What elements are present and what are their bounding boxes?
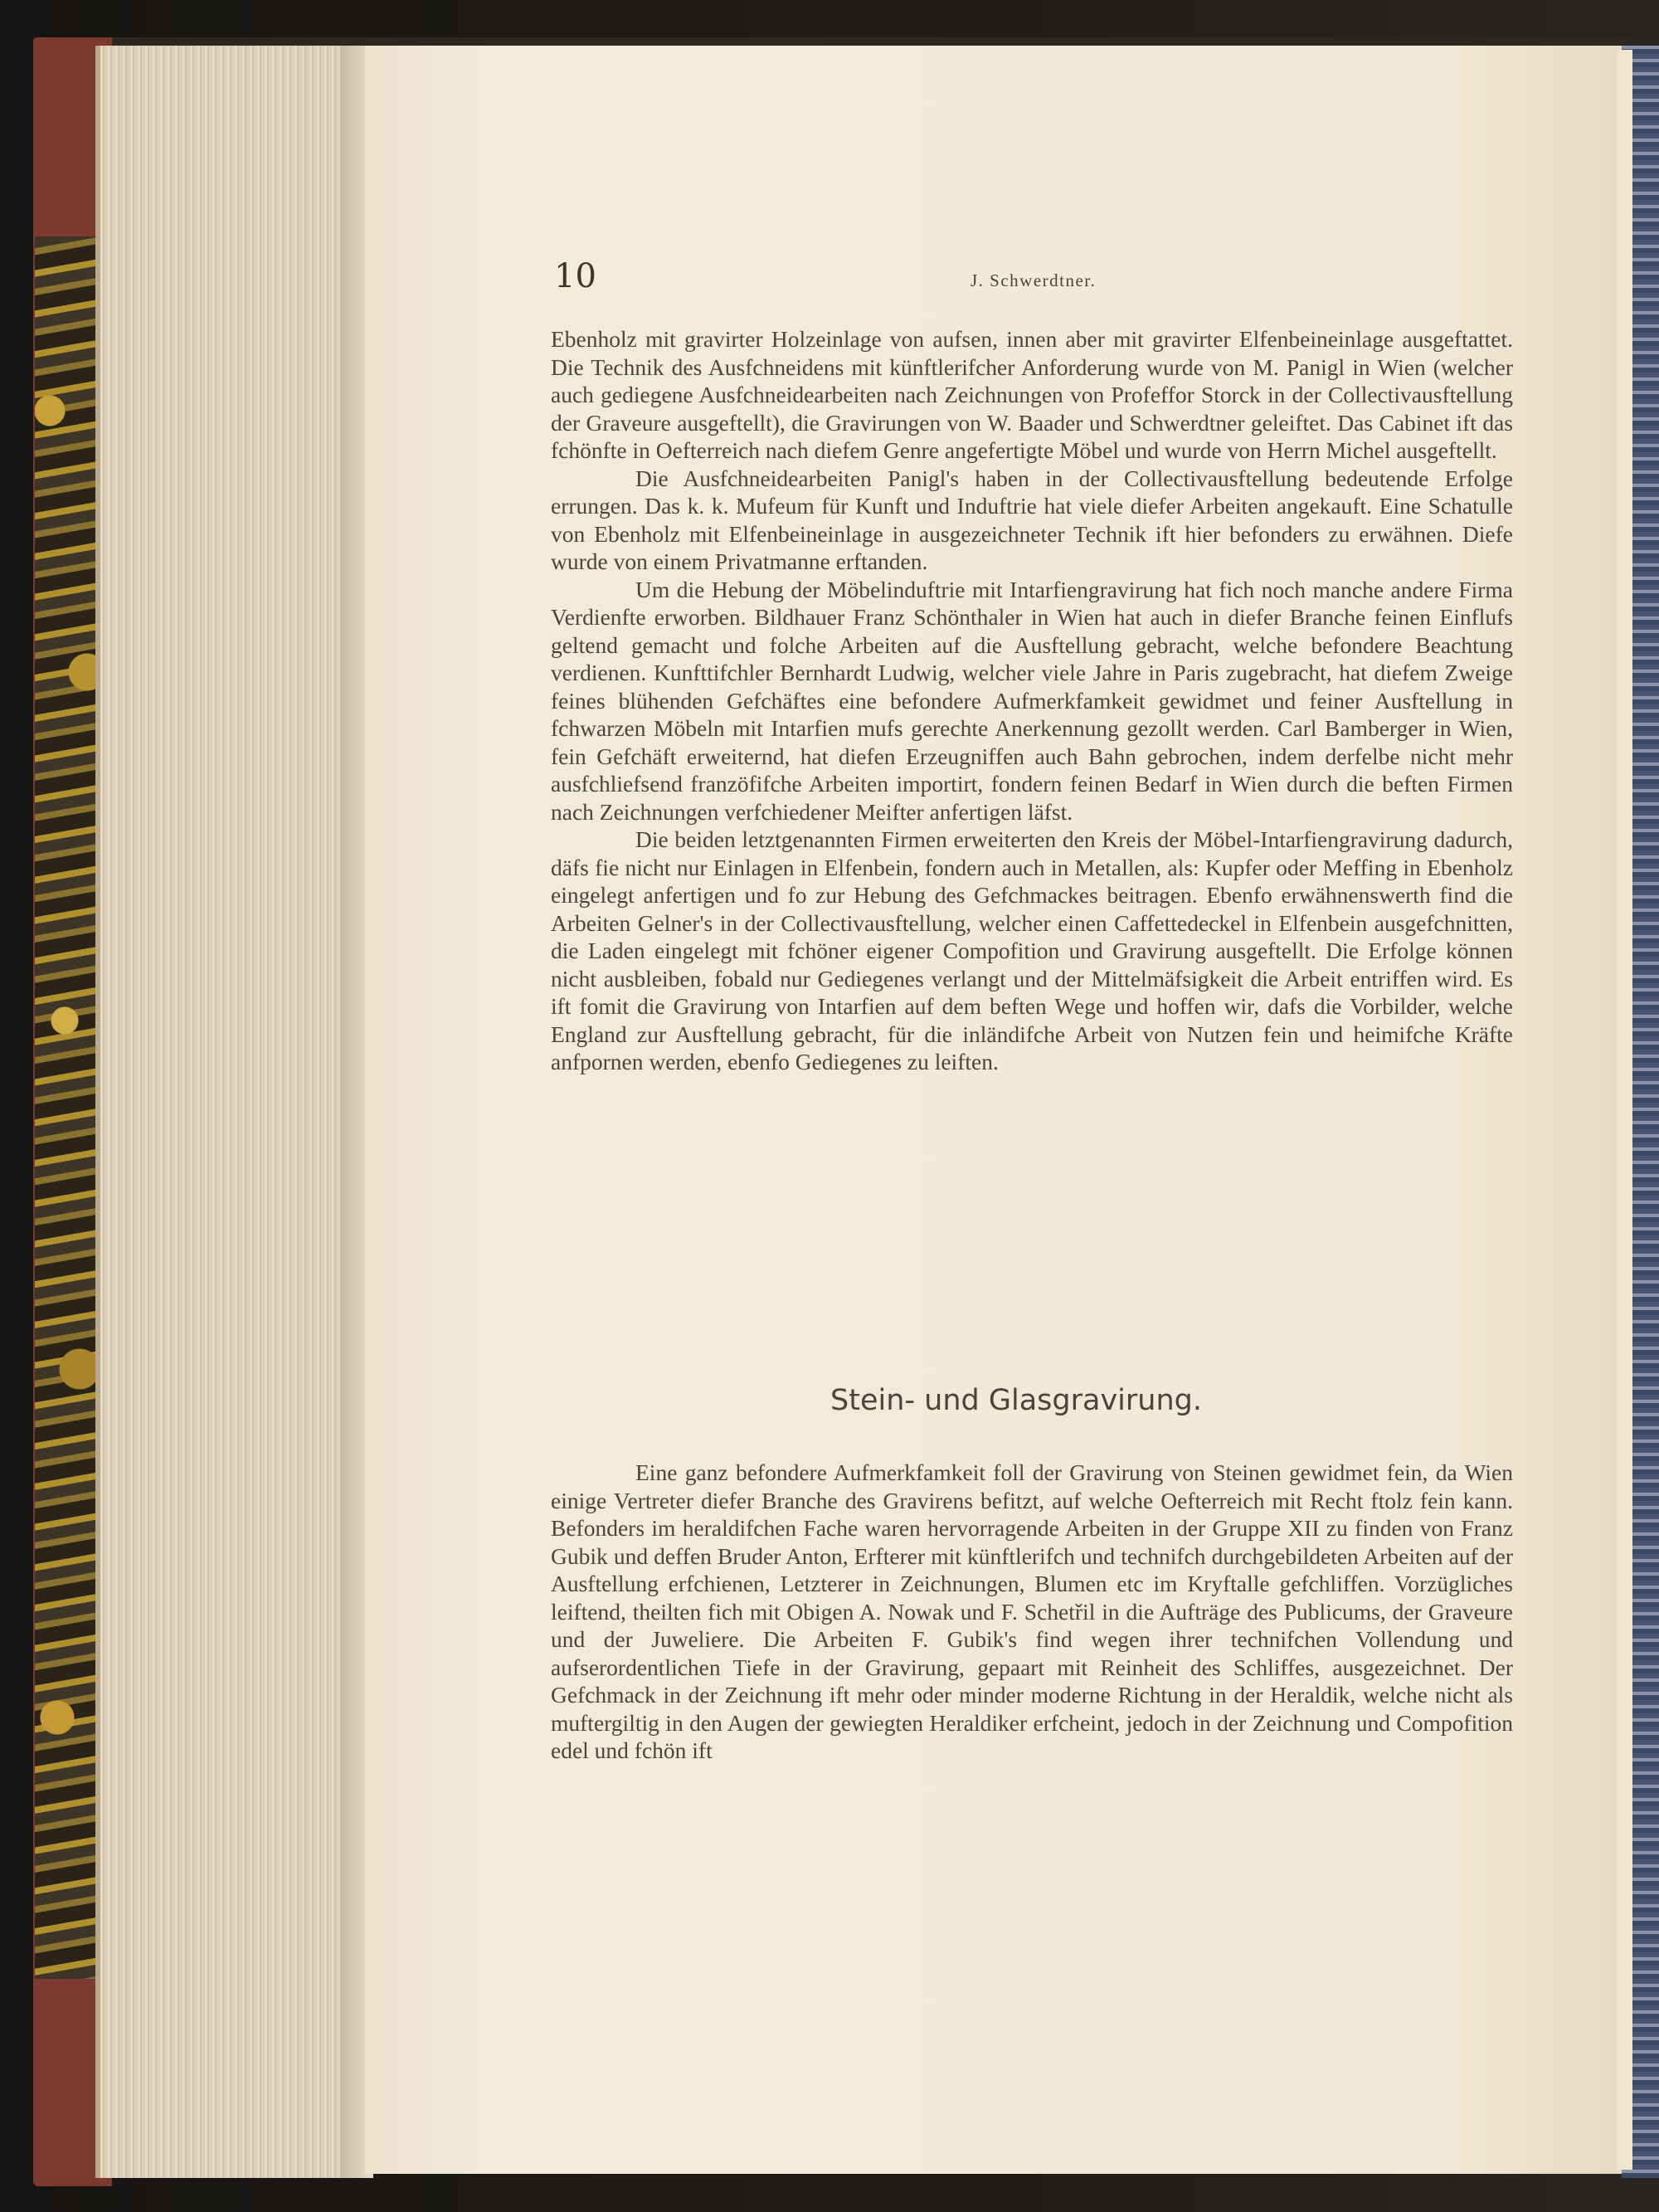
- section-body-intarsia: [551, 325, 1513, 1076]
- section-heading-text: Stein- und Glasgravirung.: [830, 1384, 1202, 1417]
- running-head: [0, 257, 1659, 299]
- section-body-stone-glass: [551, 1459, 1513, 1765]
- facing-page-edge: [1618, 50, 1632, 2170]
- running-title: J. Schwerdtner.: [971, 270, 1097, 290]
- section-heading: [0, 1384, 1659, 1417]
- page-stack-edge: [95, 46, 362, 2178]
- page-number: 10: [554, 257, 596, 295]
- paragraph: Die Ausfchneidearbeiten Panigl's haben in der Collectivausftellung bedeutende Erfolge errungen. Das k. k. Mufeum für Kunft und Induftrie hat viele diefer Arbeiten angekauft. Eine Schatulle von Ebenholz mit Elfenbeineinlage in ausgezeichneter Technik ift hier befonders zu erwähnen. Diefe wurde von einem Privatmanne erftanden.: [551, 465, 1513, 574]
- paragraph: Die beiden letztgenannten Firmen erweiterten den Kreis der Möbel-Intarfiengravirung dadurch, däfs fie nicht nur Einlagen in Elfenbein, fondern auch in Metallen, als: Kupfer oder Meffing in Ebenholz eingelegt anfertigen und fo zur Hebung des Gefchmackes beitragen. Ebenfo erwähnenswerth find die Arbeiten Gelner's in der Collectivausftellung, welcher einen Caffettedeckel in Elfenbein ausgefchnitten, die Laden eingelegt mit fchöner eigener Compofition und Gravirung ausgeftellt. Die Erfolge können nicht ausbleiben, fobald nur Gediegenes verlangt und der Mittelmäfsigkeit die Arbeit entriffen wird. Es ift fomit die Gravirung von Intarfien auf dem beften Wege und hoffen wir, dafs die Vorbilder, welche England zur Ausftellung gebracht, für die inländifche Arbeit von Nutzen fein und heimifche Kräfte anfpornen werden, ebenfo Gediegenes zu leiften.: [551, 826, 1513, 1074]
- paragraph: Um die Hebung der Möbelinduftrie mit Intarfiengravirung hat fich noch manche andere Firma Verdienfte erworben. Bildhauer Franz Schönthaler in Wien hat auch in diefer Branche feinen Einflufs geltend gemacht und folche Arbeiten auf die Ausftellung gebracht, welche befondere Beachtung verdienen. Kunfttifchler Bernhardt Ludwig, welcher viele Jahre in Paris zugebracht, hat diefem Zweige feines blühenden Gefchäftes eine befondere Aufmerkfamkeit gewidmet und feiner Ausftellung in fchwarzen Möbeln mit Intarfien mufs gerechte Anerkennung gezollt werden. Carl Bamberger in Wien, fein Gefchäft erweiternd, hat diefen Erzeugniffen auch Bahn gebrochen, indem derfelbe nicht mehr ausfchliefsend franzöfifche Arbeiten importirt, fondern feinen Bedarf in Wien durch die beften Firmen nach Zeichnungen verfchiedener Meifter anfertigen läfst.: [551, 576, 1513, 825]
- paragraph: Eine ganz befondere Aufmerkfamkeit foll der Gravirung von Steinen gewidmet fein, da Wien einige Vertreter diefer Branche des Gravirens befitzt, auf welche Oefterreich mit Recht ftolz fein kann. Befonders im heraldifchen Fache waren hervorragende Arbeiten in der Gruppe XII zu finden von Franz Gubik und deffen Bruder Anton, Erfterer mit künftlerifch und technifch durchgebildeten Arbeiten auf der Ausftellung erfchienen, Letzterer in Zeichnungen, Blumen etc im Kryftalle gefchliffen. Vorzügliches leiftend, theilten fich mit Obigen A. Nowak und F. Schetřil in die Aufträge des Publicums, der Graveure und der Juweliere. Die Arbeiten F. Gubik's find wegen ihrer technifchen Vollendung und aufserordentlichen Tiefe in der Gravirung, gepaart mit Reinheit des Schliffes, ausgezeichnet. Der Gefchmack in der Zeichnung ift mehr oder minder moderne Richtung in der Heraldik, welche nicht als muftergiltig in den Augen der gewiegten Heraldiker erfcheint, jedoch in der Zeichnung und Compofition edel und fchön ift: [551, 1459, 1513, 1763]
- paragraph: Ebenholz mit gravirter Holzeinlage von aufsen, innen aber mit gravirter Elfenbeineinlage ausgeftattet. Die Technik des Ausfchneidens mit künftlerifcher Anforderung wurde von M. Panigl in Wien (welcher auch gediegene Ausfchneidearbeiten nach Zeichnungen von Profeffor Storck in der Collectivausftellung der Graveure ausgeftellt), die Gravirungen von W. Baader und Schwerdtner geleiftet. Das Cabinet ift das fchönfte in Oefterreich nach diefem Genre angefertigte Möbel und wurde von Herrn Michel ausgeftellt.: [551, 326, 1513, 463]
